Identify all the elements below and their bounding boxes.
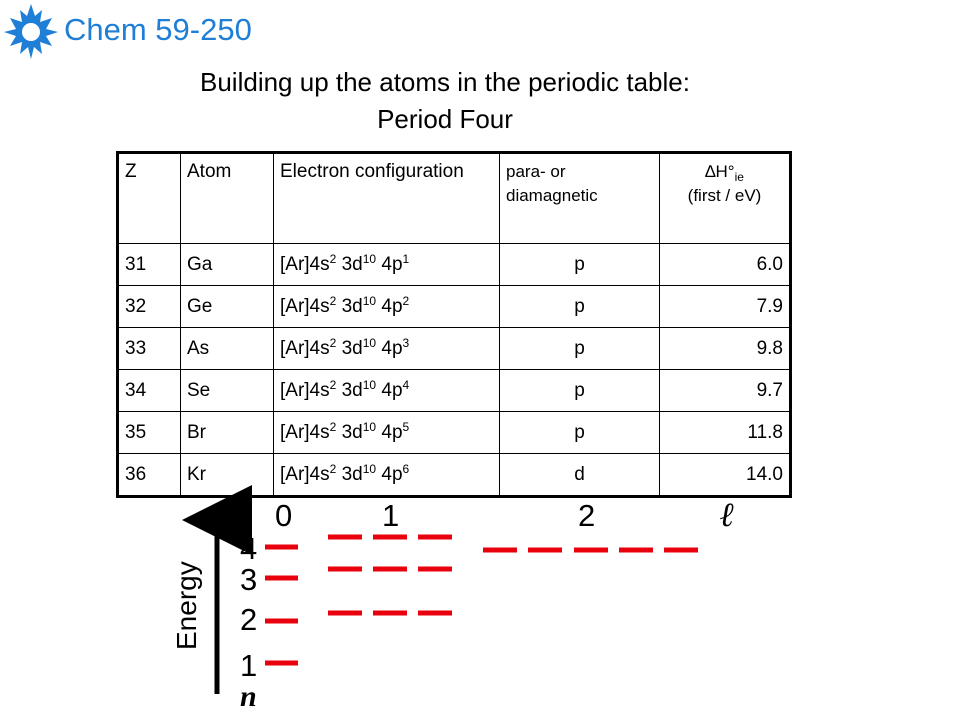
cell-config xyxy=(274,286,500,328)
config-s-sup: 2 xyxy=(329,335,337,350)
cell-config xyxy=(274,328,500,370)
config-p-sup: 5 xyxy=(402,419,410,434)
config-s-sup: 2 xyxy=(329,461,337,476)
config-p: 4p xyxy=(376,295,403,317)
cell-atom: Ga xyxy=(181,244,274,286)
cell-ionization-energy: 9.8 xyxy=(660,328,791,370)
course-title: Chem 59-250 xyxy=(64,12,252,47)
cell-z: 34 xyxy=(118,370,181,412)
table-row xyxy=(118,328,791,370)
config-d: 3d xyxy=(336,379,363,401)
header-atom: Atom xyxy=(181,153,274,244)
header-dh-unit: (first / eV) xyxy=(687,186,762,205)
cell-config xyxy=(274,244,500,286)
cell-ionization-energy: 7.9 xyxy=(660,286,791,328)
energy-levels xyxy=(265,537,698,663)
header-magnetic: para- or diamagnetic xyxy=(500,153,660,244)
config-core: [Ar]4s xyxy=(280,421,330,443)
l-label-1: 1 xyxy=(382,498,400,533)
cell-config xyxy=(274,370,500,412)
config-p: 4p xyxy=(376,421,403,443)
cell-magnetic: p xyxy=(500,370,660,412)
config-p: 4p xyxy=(376,379,403,401)
cell-z: 36 xyxy=(118,454,181,497)
config-d: 3d xyxy=(336,295,363,317)
config-d-sup: 10 xyxy=(362,293,377,308)
header-z: Z xyxy=(118,153,181,244)
table-row xyxy=(118,370,791,412)
cell-ionization-energy: 11.8 xyxy=(660,412,791,454)
header-dh-sub: ie xyxy=(734,170,744,184)
config-p-sup: 4 xyxy=(402,377,410,392)
config-core: [Ar]4s xyxy=(280,379,330,401)
n-symbol: n xyxy=(240,680,257,713)
table-row xyxy=(118,412,791,454)
cell-atom: Se xyxy=(181,370,274,412)
config-s-sup: 2 xyxy=(329,293,337,308)
cell-config xyxy=(274,454,500,497)
cell-z: 35 xyxy=(118,412,181,454)
config-p-sup: 1 xyxy=(402,251,410,266)
config-p: 4p xyxy=(376,253,403,275)
header-dh-symbol xyxy=(666,160,783,184)
cell-magnetic: p xyxy=(500,286,660,328)
config-d-sup: 10 xyxy=(362,335,377,350)
cell-atom: Br xyxy=(181,412,274,454)
title-line-2: Period Four xyxy=(377,104,513,134)
maple-leaf-logo-icon xyxy=(2,2,60,60)
config-s-sup: 2 xyxy=(329,377,337,392)
l-symbol: ℓ xyxy=(720,497,735,534)
cell-z: 32 xyxy=(118,286,181,328)
cell-atom: As xyxy=(181,328,274,370)
energy-axis-label: Energy xyxy=(171,561,202,650)
cell-magnetic: p xyxy=(500,412,660,454)
config-p-sup: 2 xyxy=(402,293,410,308)
n-label-3: 3 xyxy=(240,562,258,597)
config-p: 4p xyxy=(376,463,403,485)
config-s-sup: 2 xyxy=(329,251,337,266)
header-dh-text: ∆H° xyxy=(705,162,735,181)
cell-atom: Ge xyxy=(181,286,274,328)
header-config: Electron configuration xyxy=(274,153,500,244)
cell-ionization-energy: 9.7 xyxy=(660,370,791,412)
config-core: [Ar]4s xyxy=(280,253,330,275)
electron-configuration-table xyxy=(116,151,792,498)
cell-ionization-energy: 6.0 xyxy=(660,244,791,286)
config-p-sup: 3 xyxy=(402,335,410,350)
config-s-sup: 2 xyxy=(329,419,337,434)
cell-config xyxy=(274,412,500,454)
page-title xyxy=(0,64,890,138)
table-row xyxy=(118,286,791,328)
config-d: 3d xyxy=(336,337,363,359)
cell-magnetic: p xyxy=(500,328,660,370)
l-label-0: 0 xyxy=(275,498,293,533)
config-core: [Ar]4s xyxy=(280,463,330,485)
n-label-4: 4 xyxy=(240,531,258,566)
header-ionization-energy xyxy=(660,153,791,244)
cell-ionization-energy: 14.0 xyxy=(660,454,791,497)
config-d: 3d xyxy=(336,421,363,443)
config-d-sup: 10 xyxy=(362,377,377,392)
config-d: 3d xyxy=(336,253,363,275)
table-header-row xyxy=(118,153,791,244)
cell-magnetic: p xyxy=(500,244,660,286)
config-p: 4p xyxy=(376,337,403,359)
config-p-sup: 6 xyxy=(402,461,410,476)
title-line-1: Building up the atoms in the periodic table: xyxy=(200,67,690,97)
config-core: [Ar]4s xyxy=(280,337,330,359)
config-core: [Ar]4s xyxy=(280,295,330,317)
cell-atom: Kr xyxy=(181,454,274,497)
config-d-sup: 10 xyxy=(362,251,377,266)
n-label-2: 2 xyxy=(240,602,258,637)
cell-magnetic: d xyxy=(500,454,660,497)
n-label-1: 1 xyxy=(240,648,258,683)
table-row xyxy=(118,244,791,286)
config-d-sup: 10 xyxy=(362,461,377,476)
cell-z: 33 xyxy=(118,328,181,370)
config-d: 3d xyxy=(336,463,363,485)
l-label-2: 2 xyxy=(578,498,596,533)
table-row xyxy=(118,454,791,497)
cell-z: 31 xyxy=(118,244,181,286)
config-d-sup: 10 xyxy=(362,419,377,434)
